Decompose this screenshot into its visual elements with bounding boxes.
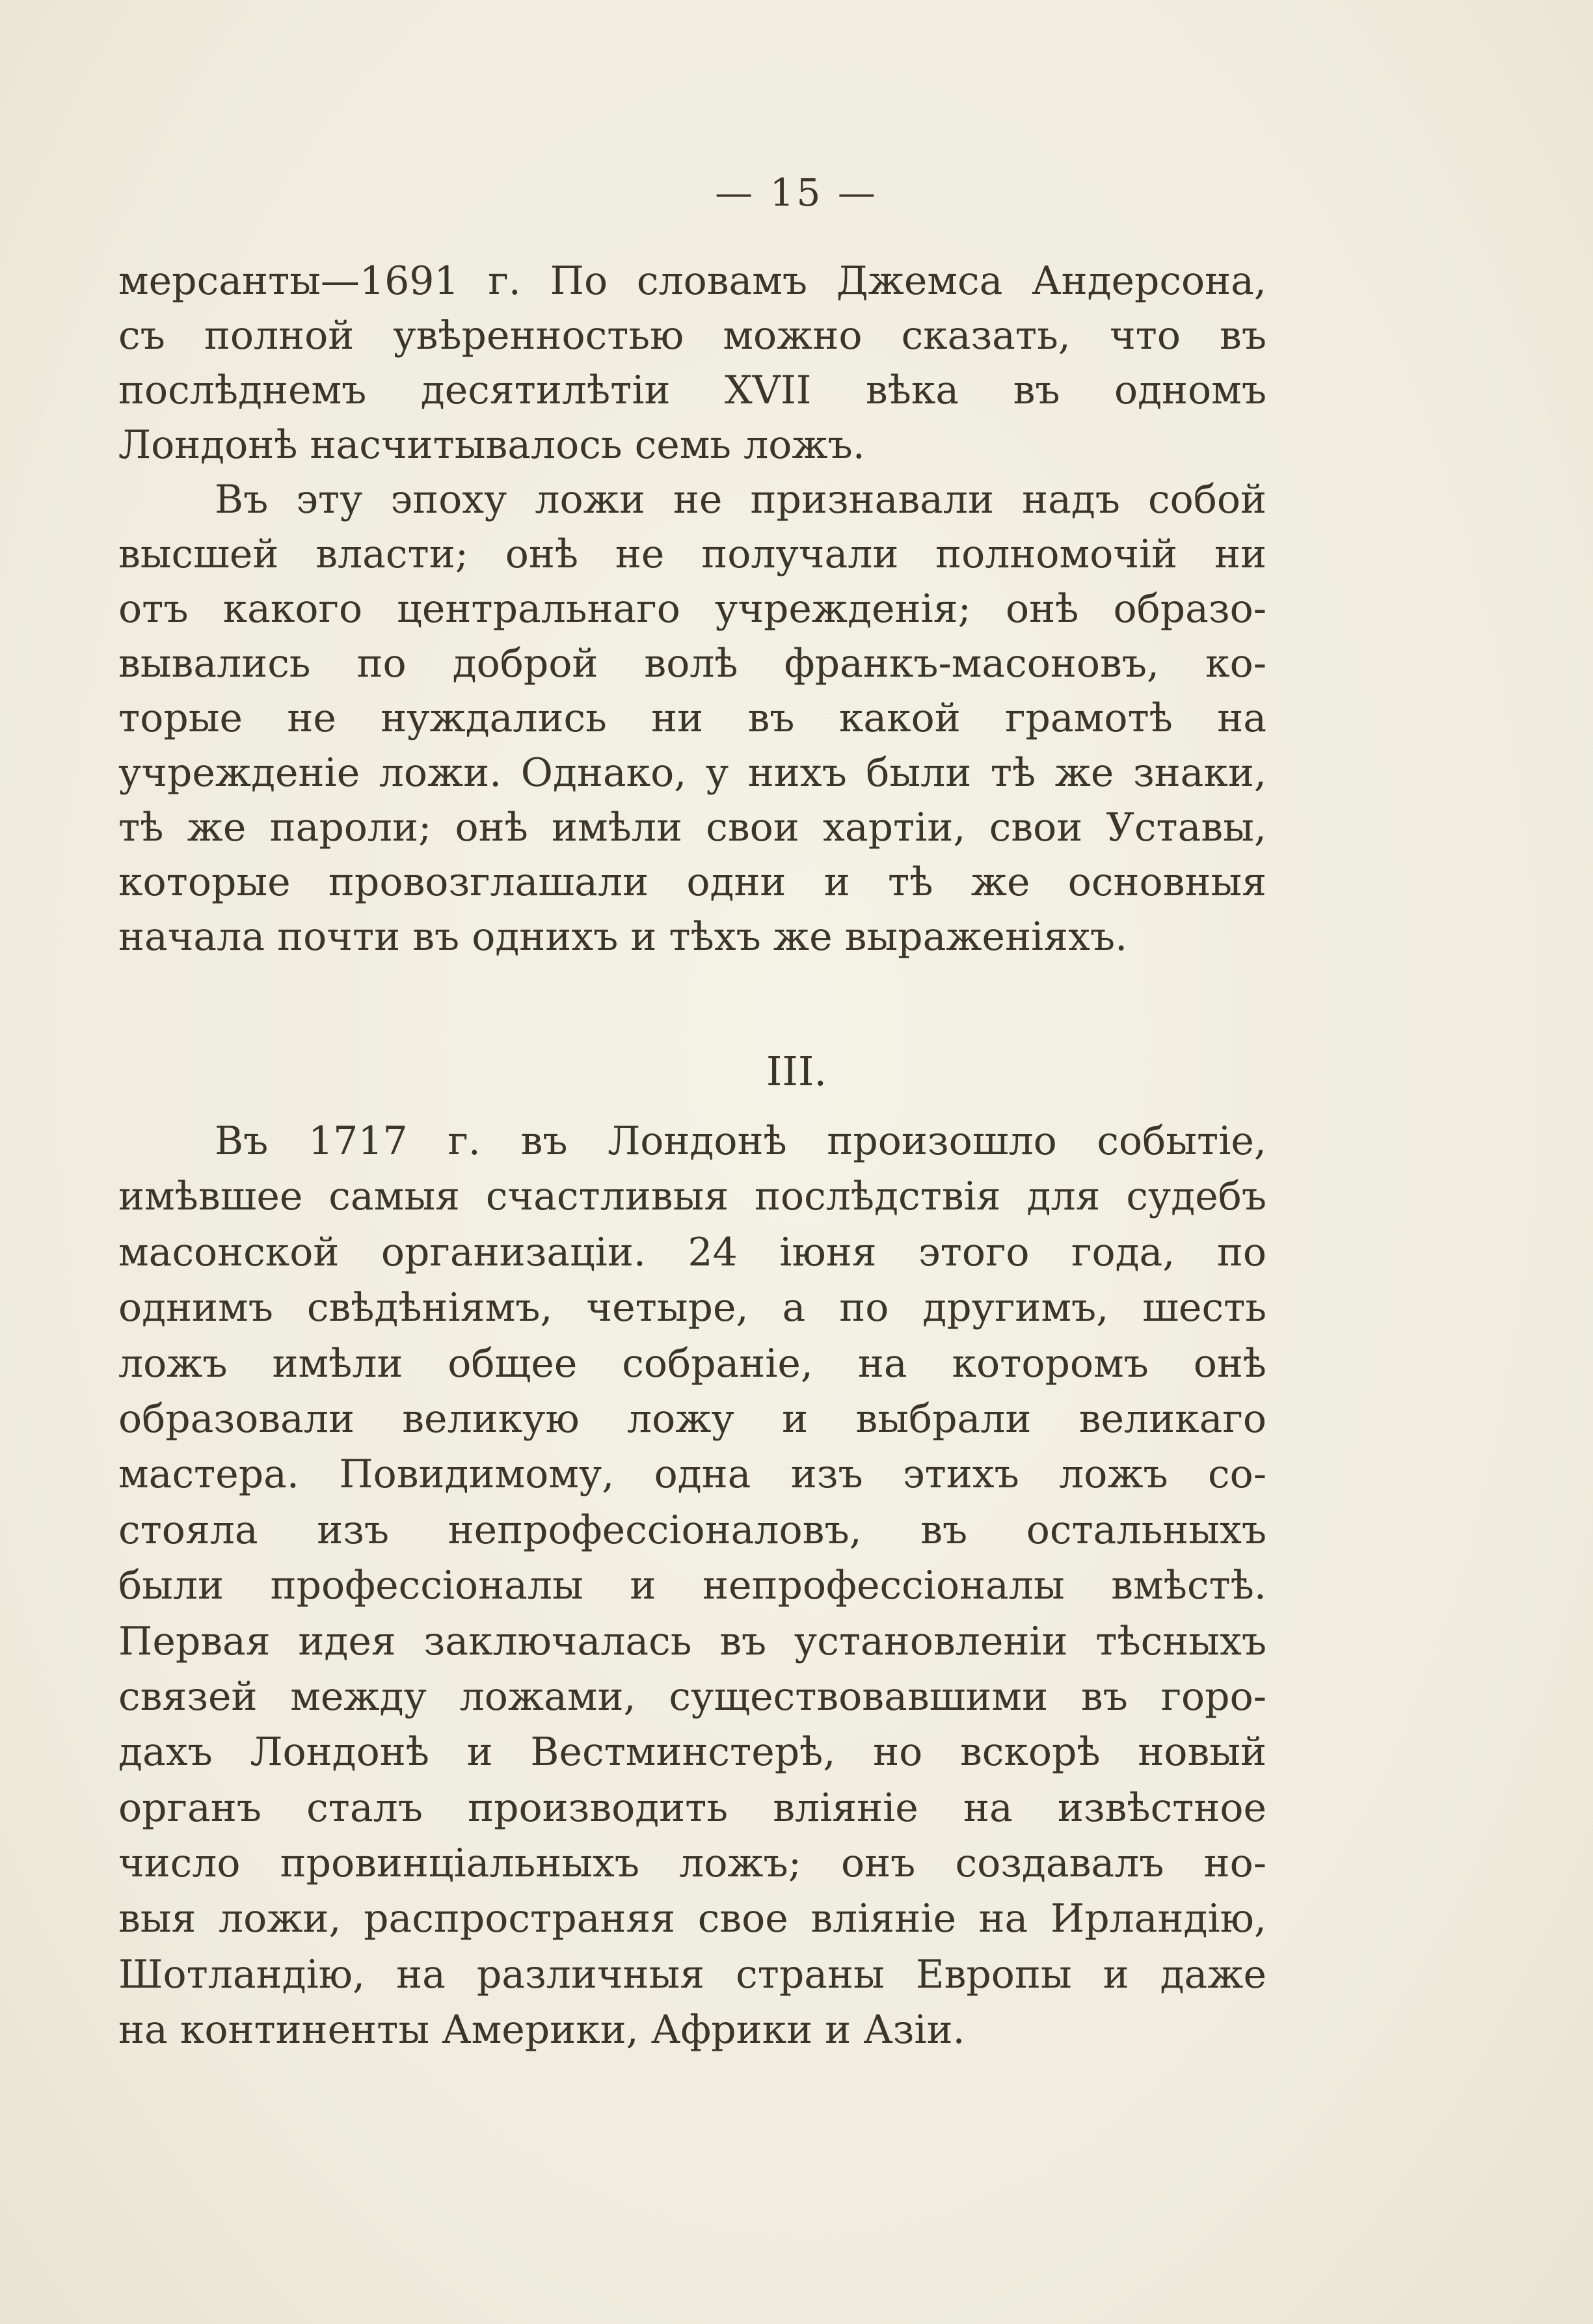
text-line: Лондонѣ насчитывалось семь ложъ. xyxy=(118,422,865,468)
text-line: Первая идея заключалась въ установленіи тѣсныхъ xyxy=(118,1618,1266,1664)
text-line: отъ какого центральнаго учрежденія; онѣ образо- xyxy=(118,586,1266,632)
text-line: мерсанты—1691 г. По словамъ Джемса Андерсона, xyxy=(118,258,1266,304)
text-line: выя ложи, распространяя свое вліяніе на Ирландію, xyxy=(118,1896,1266,1942)
text-line: съ полной увѣренностью можно сказать, что въ xyxy=(118,313,1266,358)
text-line: стояла изъ непрофессіоналовъ, въ остальныхъ xyxy=(118,1507,1266,1553)
text-line: учрежденіе ложи. Однако, у нихъ были тѣ же знаки, xyxy=(118,750,1266,796)
page-number: — 15 — xyxy=(715,170,878,215)
text-line: число провинціальныхъ ложъ; онъ создавалъ но- xyxy=(118,1841,1266,1887)
text-line: имѣвшее самыя счастливыя послѣдствія для судебъ xyxy=(118,1174,1266,1220)
text-line: начала почти въ однихъ и тѣхъ же выраженіяхъ. xyxy=(118,914,1128,960)
text-line: ложъ имѣли общее собраніе, на которомъ онѣ xyxy=(118,1340,1266,1386)
text-line: которые провозглашали одни и тѣ же основныя xyxy=(118,859,1266,905)
text-block-top xyxy=(118,254,1266,964)
text-line: торые не нуждались ни въ какой грамотѣ на xyxy=(118,696,1266,741)
paragraph xyxy=(118,254,1266,472)
text-line: послѣднемъ десятилѣтіи XVII вѣка въ одномъ xyxy=(118,368,1266,413)
section-heading: III. xyxy=(766,1047,827,1095)
paragraph xyxy=(118,1114,1266,2059)
text-line: на континенты Америки, Африки и Азіи. xyxy=(118,2007,965,2053)
text-line: масонской организаціи. 24 іюня этого года, по xyxy=(118,1229,1266,1275)
text-line: тѣ же пароли; онѣ имѣли свои хартіи, свои Уставы, xyxy=(118,805,1266,850)
paragraph xyxy=(118,472,1266,964)
text-line: связей между ложами, существовавшими въ горо- xyxy=(118,1673,1266,1720)
text-line: высшей власти; онѣ не получали полномочій ни xyxy=(118,532,1266,577)
text-line: Въ эту эпоху ложи не признавали надъ собой xyxy=(215,477,1266,522)
text-line: были профессіоналы и непрофессіоналы вмѣстѣ. xyxy=(118,1563,1266,1609)
text-line: органъ сталъ производить вліяніе на извѣстное xyxy=(118,1785,1266,1831)
text-line: дахъ Лондонѣ и Вестминстерѣ, но вскорѣ новый xyxy=(118,1729,1266,1776)
text-line: Въ 1717 г. въ Лондонѣ произошло событіе, xyxy=(215,1118,1266,1164)
text-line: мастера. Повидимому, одна изъ этихъ ложъ со- xyxy=(118,1452,1266,1498)
text-line: вывались по доброй волѣ франкъ-масоновъ, ко- xyxy=(118,641,1266,686)
text-line: образовали великую ложу и выбрали великаго xyxy=(118,1396,1266,1442)
text-line: однимъ свѣдѣніямъ, четыре, а по другимъ, шесть xyxy=(118,1285,1266,1331)
text-line: Шотландію, на различныя страны Европы и даже xyxy=(118,1951,1266,1997)
text-block-bottom xyxy=(118,1114,1266,2059)
